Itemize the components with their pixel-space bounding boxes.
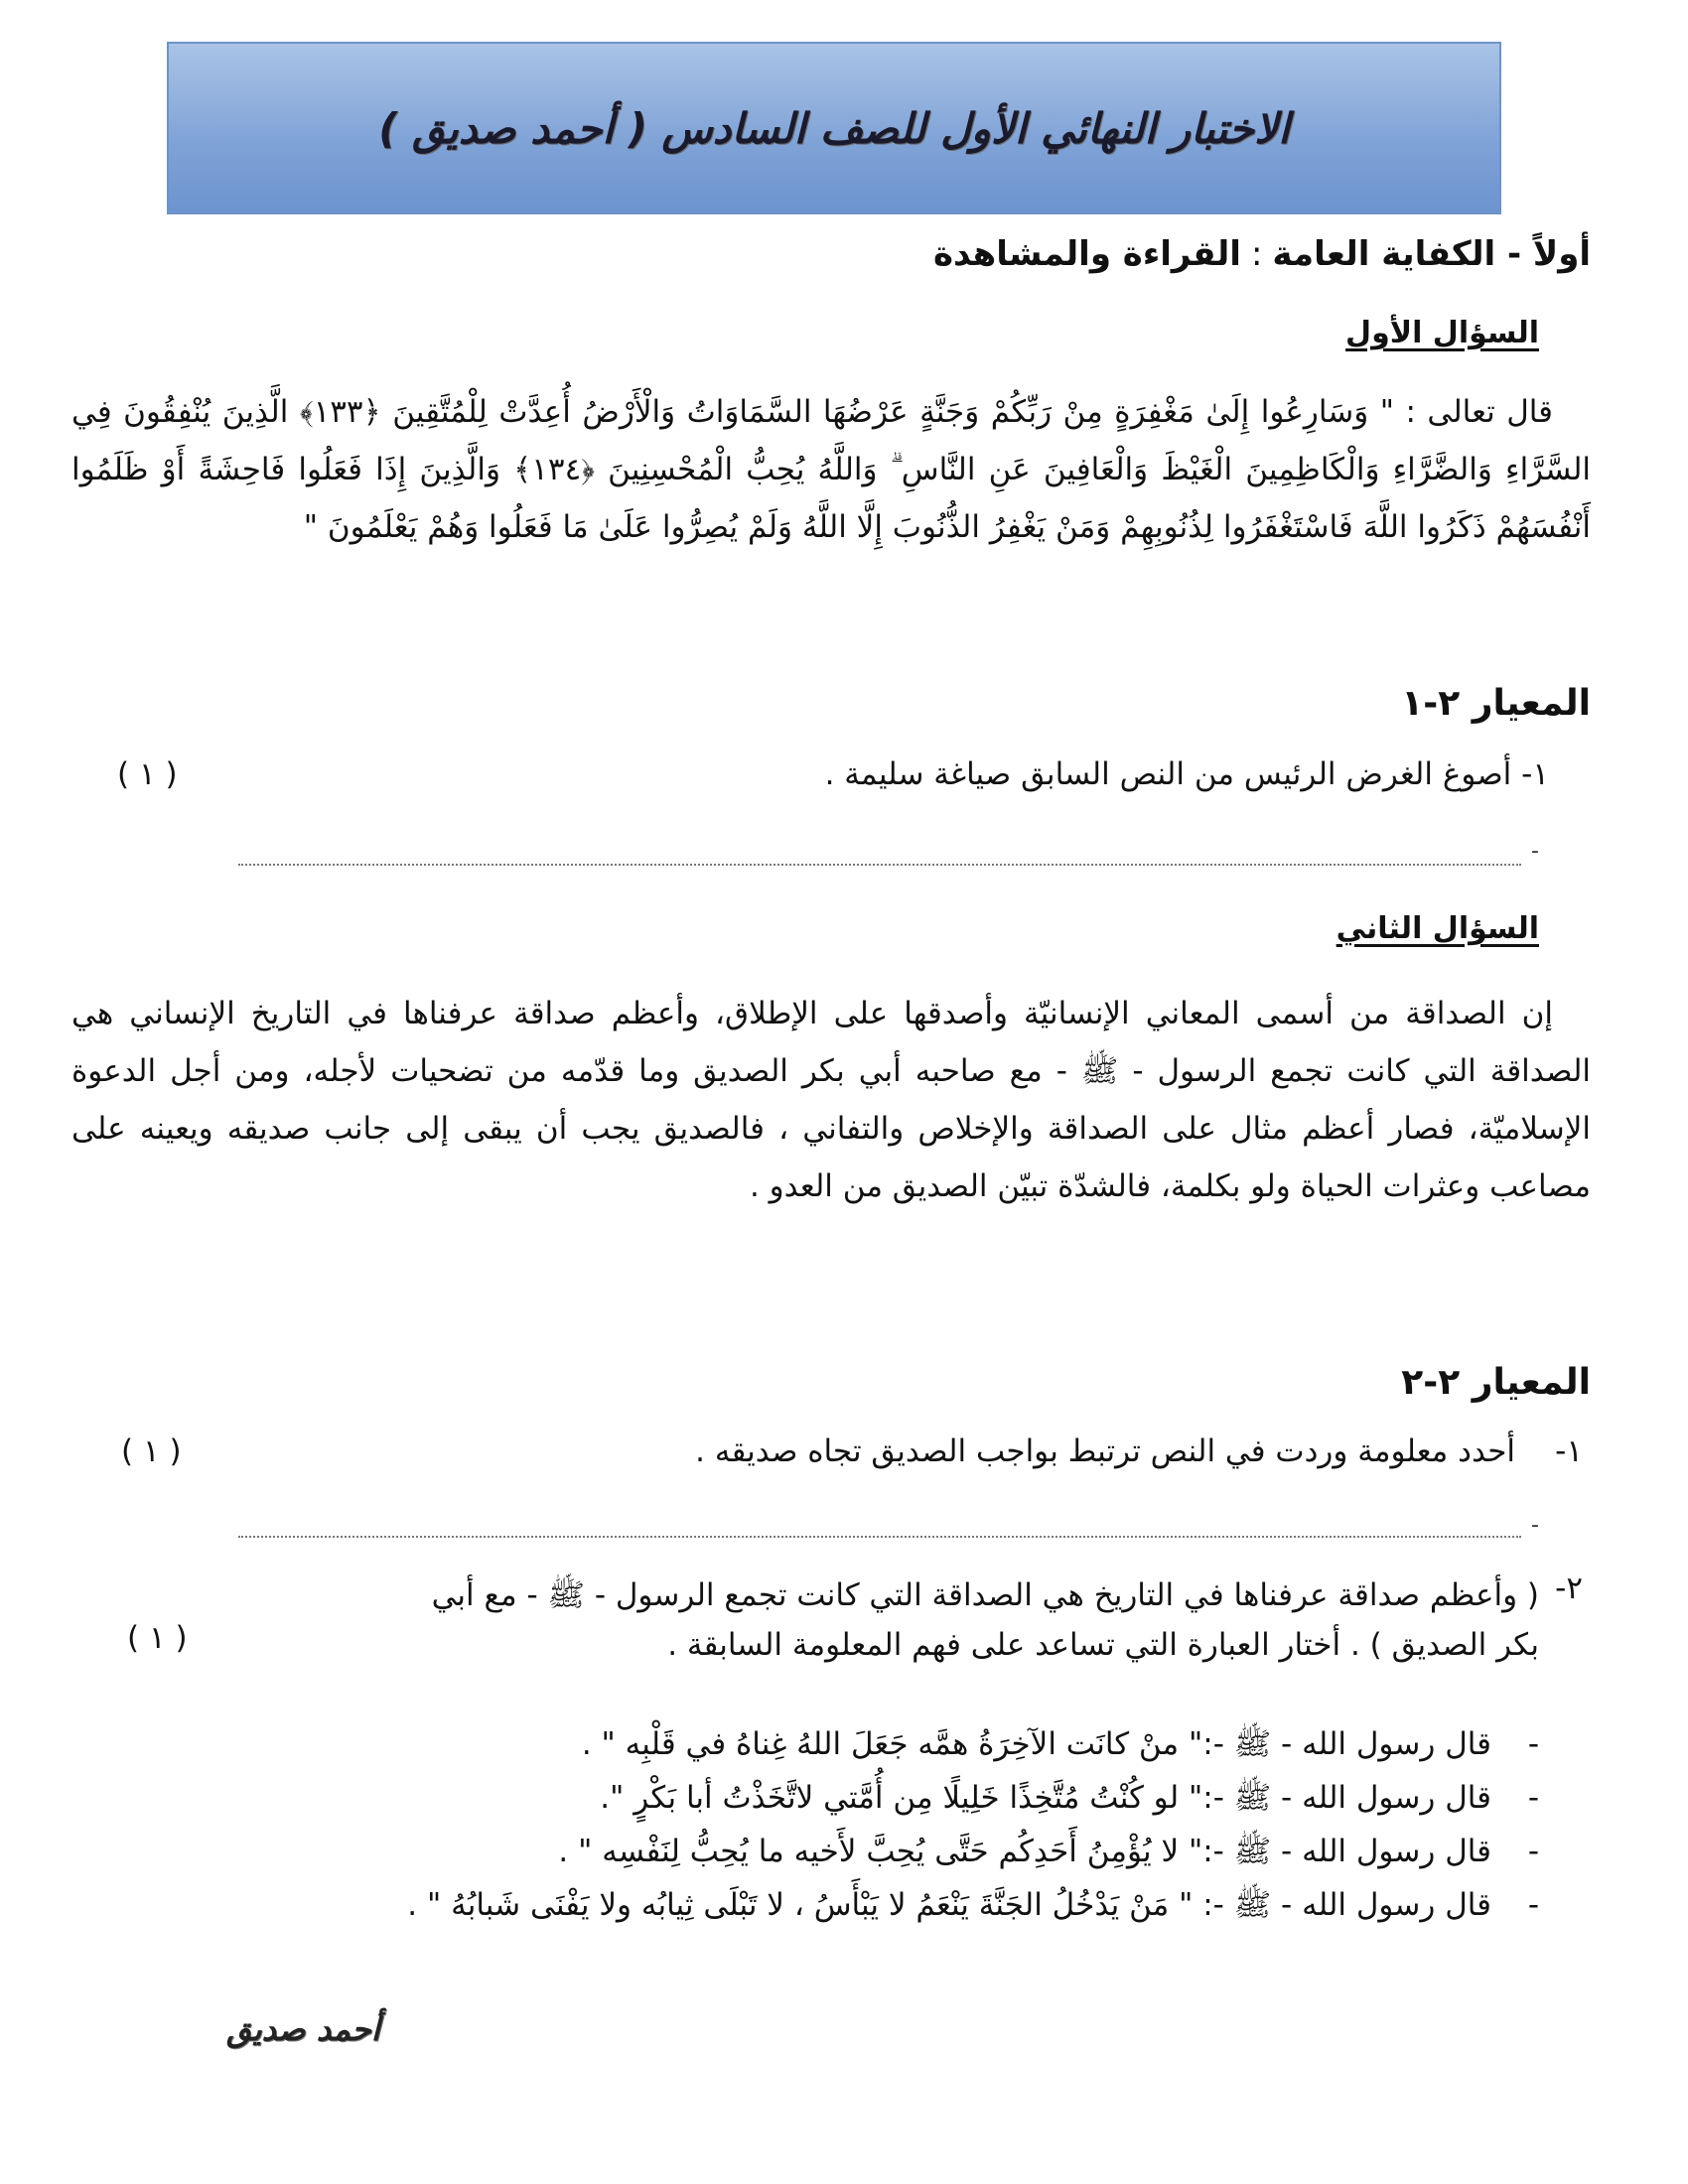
q2-item1-mark: ( ١ ) xyxy=(121,1433,182,1469)
section-colon: : xyxy=(1250,234,1263,274)
hadith-option-text: قال رسول الله - ﷺ -:" منْ كانَت الآخِرَةُ همَّه جَعَلَ اللهُ غِناهُ في قَلْبِه " . xyxy=(581,1726,1491,1762)
author-signature: أحمد صديق xyxy=(226,2010,380,2048)
section-name: القراءة والمشاهدة xyxy=(932,234,1241,274)
q1-answer-line[interactable] xyxy=(238,864,1521,866)
hadith-option-text: قال رسول الله - ﷺ -:" لا يُؤْمِنُ أَحَدِكُم حَتَّى يُحِبَّ لأَخيه ما يُحِبُّ لِنَفْسِه " . xyxy=(558,1834,1491,1869)
q1-passage xyxy=(71,383,1591,556)
section-header xyxy=(933,234,1591,274)
q2-item2-line2: بكر الصديق ) . أختار العبارة التي تساعد على فهم المعلومة السابقة . xyxy=(667,1627,1539,1663)
q2-item2-line1: ( وأعظم صداقة عرفناها في التاريخ هي الصداقة التي كانت تجمع الرسول - ﷺ - مع أبي xyxy=(431,1577,1539,1613)
exam-title: الاختبار النهائي الأول للصف السادس ( أحمد صديق ) xyxy=(378,103,1290,153)
hadith-option[interactable] xyxy=(109,1717,1539,1771)
hadith-option[interactable] xyxy=(109,1825,1539,1878)
hadith-option-text: قال رسول الله - ﷺ -: " مَنْ يَدْخُلُ الجَنَّةَ يَنْعَمُ لا يَبْأَسُ ، لا تَبْلَى ثِيابُه ولا يَفْنَى شَبابُهُ " . xyxy=(407,1887,1491,1923)
q2-passage-text: إن الصداقة من أسمى المعاني الإنسانيّة وأصدقها على الإطلاق، وأعظم صداقة عرفناها في التاريخ الإنساني هي الصداقة التي كانت تجمع الرسول - ﷺ - مع صاحبه أبي بكر الصديق وما قدّمه من تضحيات لأجله، ومن أجل الدعوة الإسلاميّة، فصار أعظم مثال على الصداقة والإخلاص والتفاني ، فالصديق يجب أن يبقى إلى جانب صديقه ويعينه على مصاعب وعثرات الحياة ولو بكلمة، فالشدّة تبيّن الصديق من العدو . xyxy=(71,996,1591,1204)
hadith-option[interactable] xyxy=(109,1771,1539,1825)
q2-item2-mark: ( ١ ) xyxy=(127,1620,188,1656)
q1-mark: ( ١ ) xyxy=(117,756,178,792)
hadith-option[interactable] xyxy=(109,1878,1539,1932)
section-prefix: أولاً - الكفاية العامة xyxy=(1272,234,1591,274)
q2-standard: المعيار ٢-٢ xyxy=(1401,1362,1591,1403)
q2-item2-number: ٢- xyxy=(1555,1570,1583,1606)
q2-heading: السؤال الثاني xyxy=(1336,911,1539,946)
title-banner xyxy=(167,42,1501,214)
bullet-dash: - xyxy=(1527,1887,1539,1923)
q2-item1: أحدد معلومة وردت في النص ترتبط بواجب الصديق تجاه صديقه . xyxy=(695,1433,1515,1469)
q1-passage-text: قال تعالى : " وَسَارِعُوا إِلَىٰ مَغْفِرَةٍ مِنْ رَبِّكُمْ وَجَنَّةٍ عَرْضُهَا السَّمَاوَاتُ وَالْأَرْضُ أُعِدَّتْ لِلْمُتَّقِينَ ﴿١٣٣﴾ الَّذِينَ يُنْفِقُونَ فِي السَّرَّاءِ وَالضَّرَّاءِ وَالْكَاظِمِينَ الْغَيْظَ وَالْعَافِينَ عَنِ النَّاسِ ۗ وَاللَّهُ يُحِبُّ الْمُحْسِنِينَ ﴿١٣٤﴾ وَالَّذِينَ إِذَا فَعَلُوا فَاحِشَةً أَوْ ظَلَمُوا أَنْفُسَهُمْ ذَكَرُوا اللَّهَ فَاسْتَغْفَرُوا لِذُنُوبِهِمْ وَمَنْ يَغْفِرُ الذُّنُوبَ إِلَّا اللَّهُ وَلَمْ يُصِرُّوا عَلَىٰ مَا فَعَلُوا وَهُمْ يَعْلَمُونَ " xyxy=(71,394,1592,545)
answer-line-tick: - xyxy=(1531,1513,1539,1538)
q2-item1-number: ١- xyxy=(1555,1433,1583,1469)
q2-answer-line[interactable] xyxy=(238,1536,1521,1538)
hadith-option-text: قال رسول الله - ﷺ -:" لو كُنْتُ مُتَّخِذًا خَلِيلًا مِن أُمَّتي لاتَّخَذْتُ أبا بَكْرٍ ". xyxy=(600,1780,1491,1816)
bullet-dash: - xyxy=(1527,1780,1539,1816)
bullet-dash: - xyxy=(1527,1726,1539,1762)
bullet-dash: - xyxy=(1527,1834,1539,1869)
q1-question: ١- أصوغ الغرض الرئيس من النص السابق صياغة سليمة . xyxy=(824,756,1549,792)
q1-heading: السؤال الأول xyxy=(1345,316,1539,350)
answer-line-tick: - xyxy=(1531,839,1539,864)
q2-item2 xyxy=(119,1570,1539,1670)
q2-passage xyxy=(71,985,1591,1215)
q1-standard: المعيار ٢-١ xyxy=(1401,683,1591,724)
hadith-options xyxy=(109,1717,1539,1932)
